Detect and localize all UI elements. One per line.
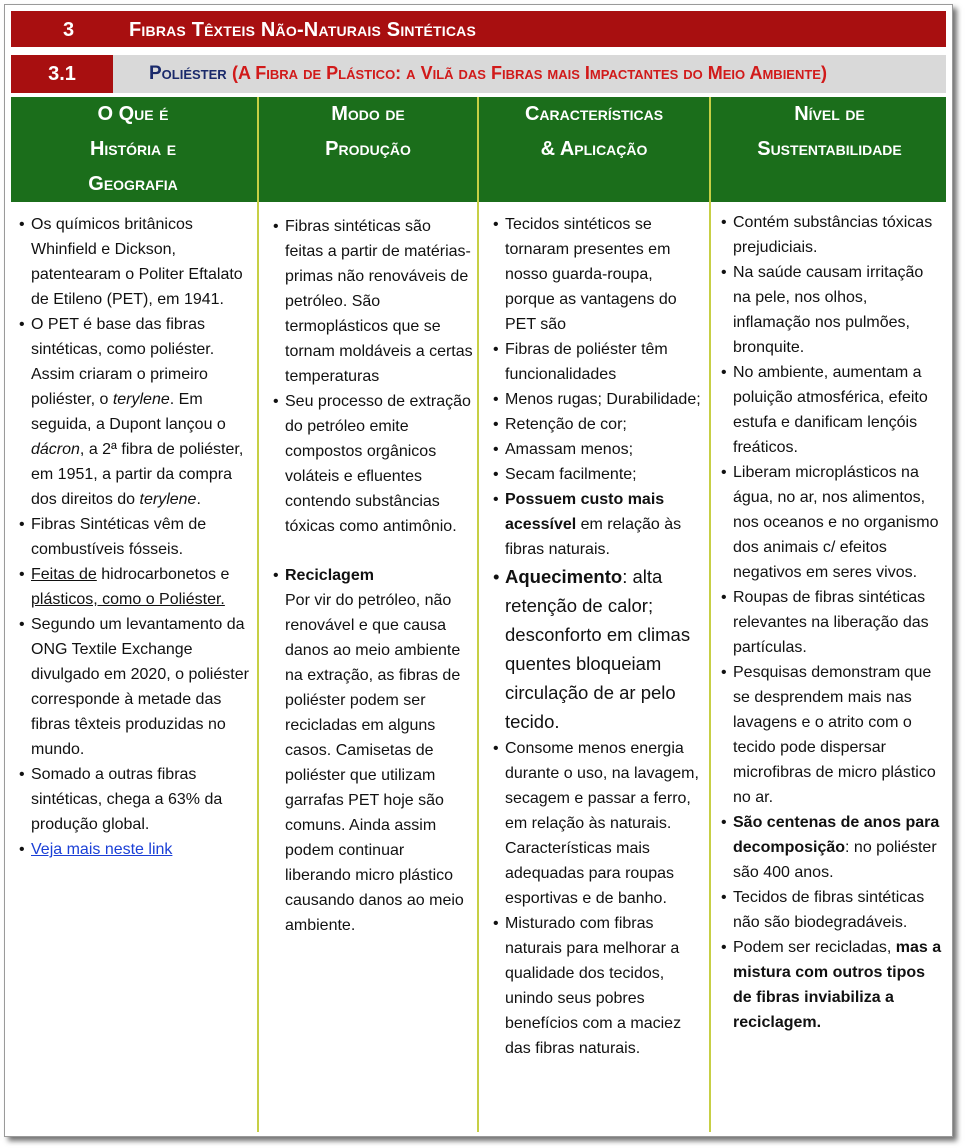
list-item: • Pesquisas demonstram que se desprendem mais nas lavagens e o atrito com o tecido pode dispersar microfibras de micro plástico no ar. [719,660,944,810]
list-item: • Tecidos de fibras sintéticas não são biodegradáveis. [719,885,944,935]
text: mas a mistura com outros tipos de fibras inviabiliza a reciclagem [733,939,942,1031]
text: São centenas de anos para decomposição [733,814,940,856]
list-item: • No ambiente, aumentam a poluição atmosférica, efeito estufa e danificam lençóis freáticos. [719,360,944,460]
list-item: • Na saúde causam irritação na pele, nos olhos, inflamação nos pulmões, bronquite. [719,260,944,360]
list-item [17,837,253,862]
subsection-description: (A Fibra de Plástico: a Vilã das Fibras mais Impactantes do Meio Ambiente) [231,63,827,83]
subsection-name: Poliéster [149,63,227,84]
text: Feitas de [31,566,97,583]
list-item: • Tecidos sintéticos se tornaram presentes em nosso guarda-roupa, porque as vantagens do PET são [491,212,705,337]
list-item: • Liberam microplásticos na água, no ar, nos alimentos, nos oceanos e no organismo dos animais c/ efeitos negativos em seres vivos. [719,460,944,585]
document-frame [4,4,953,1137]
text: : alta retenção de calor; desconforto em climas quentes bloqueiam circulação de ar pelo tecido. [505,566,691,732]
list-item [17,562,253,612]
list-item: • Misturado com fibras naturais para melhorar a qualidade dos tecidos, unindo seus pobres benefícios com a maciez das fibras naturais. [491,911,705,1061]
text: . Em seguida, a Dupont lançou o [31,391,226,433]
header-line: História e [89,138,177,160]
list-item: • Fibras Sintéticas vêm de combustíveis fósseis. [17,512,253,562]
list-item [491,487,705,562]
subsection-header [11,55,946,93]
list-item: • Consome menos energia durante o uso, na lavagem, secagem e passar a ferro, em relação às naturais. Características mais adequadas para roupas esportivas e de banho. [491,736,705,911]
spacer [259,539,477,563]
section-title: Fibras Têxteis Não-Naturais Sintéticas [129,19,477,41]
list-item: • Contém substâncias tóxicas prejudiciais. [719,210,944,260]
header-line: Produção [325,138,411,160]
header-characteristics [481,97,707,199]
list-item [719,810,944,885]
list-item: • Menos rugas; Durabilidade; [491,387,705,412]
recycling-text: Por vir do petróleo, não renovável e que causa danos ao meio ambiente na extração, as fibras de poliéster podem ser recicladas em alguns casos. Camisetas de poliéster que utilizam garrafas PET hoje são comuns. Ainda assim podem continuar liberando micro plástico causando danos ao meio ambiente. [285,592,464,934]
header-line: Modo de [331,103,405,125]
list-item [719,935,944,1035]
header-line: O Que é [97,103,169,125]
text: terylene [139,491,197,508]
header-line: Características [524,103,664,125]
list-item: • Seu processo de extração do petróleo emite compostos orgânicos voláteis e efluentes contendo substâncias tóxicas como antimônio. [271,389,473,539]
text: terylene [112,391,170,408]
column-characteristics [479,202,709,1132]
list-item: • Somado a outras fibras sintéticas, chega a 63% da produção global. [17,762,253,837]
text: hidrocarbonetos e [96,566,230,583]
list-item: • Roupas de fibras sintéticas relevantes na liberação das partículas. [719,585,944,660]
content-table [11,97,946,1132]
text: . [816,1014,822,1031]
section-header [11,11,946,47]
list-item: • Secam facilmente; [491,462,705,487]
list-item: • Fibras sintéticas são feitas a partir de matérias-primas não renováveis de petróleo. São termoplásticos que se tornam moldáveis a certas temperaturas [271,214,473,389]
text: Possuem custo mais acessível [505,491,665,533]
subsection-title [149,63,827,85]
header-sustainability [713,97,946,199]
list-item: • Fibras de poliéster têm funcionalidades [491,337,705,387]
list-item: • Amassam menos; [491,437,705,462]
list-item [271,563,473,588]
text: : no poliéster são 400 anos. [733,839,937,881]
more-info-link[interactable]: Veja mais neste link [31,841,173,858]
header-production [261,97,475,199]
text: em relação às fibras naturais. [505,516,682,558]
text: Podem ser recicladas, [733,939,896,956]
text: Aquecimento [505,566,623,587]
header-line: & Aplicação [540,138,648,160]
column-production [259,202,477,1132]
subsection-number: 3.1 [11,55,113,93]
list-item [17,312,253,512]
header-line: Geografia [88,173,178,195]
recycling-heading: Reciclagem [285,567,374,584]
header-line: Nível de [794,103,865,125]
header-line: Sustentabilidade [757,138,902,160]
list-item: • Os químicos britânicos Whinfield e Dickson, patentearam o Politer Eftalato de Etileno (PET), em 1941. [17,212,253,312]
text: O PET é base das fibras sintéticas, como poliéster. Assim criaram o primeiro poliéster, o [31,316,215,408]
text: , a 2ª fibra de poliéster, em 1951, a partir da compra dos direitos do [31,441,244,508]
list-item: • Segundo um levantamento da ONG Textile Exchange divulgado em 2020, o poliéster corresponde à metade das fibras têxteis produzidas no mundo. [17,612,253,762]
column-sustainability [711,202,946,1132]
text: dácron [31,441,80,458]
column-history [11,202,257,1132]
header-what-is [11,97,255,199]
text: plásticos, como o Poliéster. [31,591,225,608]
list-item: • Retenção de cor; [491,412,705,437]
section-number: 3 [63,19,75,41]
list-item [491,562,705,736]
text: . [196,491,201,508]
